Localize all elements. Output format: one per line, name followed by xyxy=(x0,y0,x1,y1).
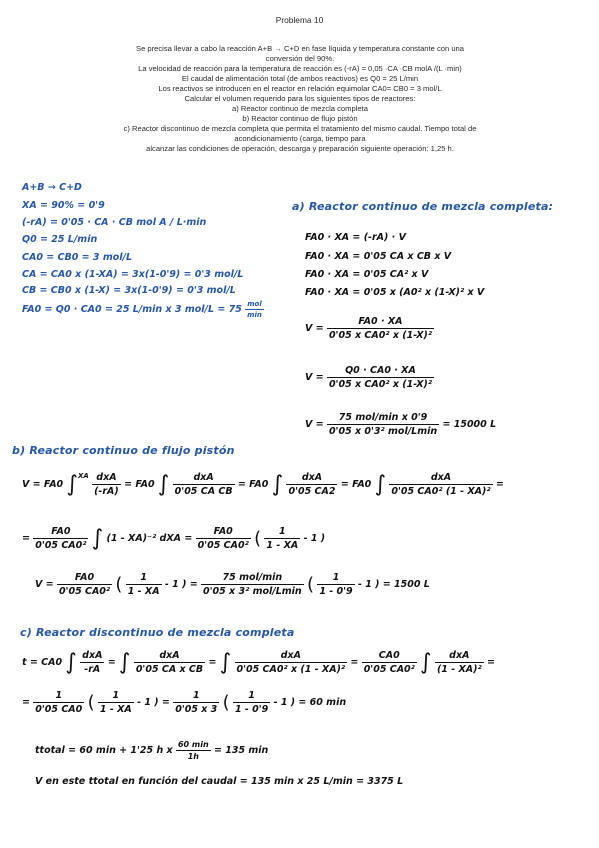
c2-frac4-num: 1 xyxy=(248,690,255,701)
b2-frac2-den: 0'05 CA0² xyxy=(197,540,249,551)
section-a-line: FA0 · XA = 0'05 CA² x V xyxy=(305,269,429,280)
b3-frac3-den: 0'05 x 3² mol/Lmin xyxy=(203,586,302,597)
v2-fraction xyxy=(327,365,434,390)
b3-frac1-num: FA0 xyxy=(74,572,95,583)
b1-eq: = xyxy=(124,479,133,490)
b2-eq: = xyxy=(22,533,30,544)
total-lhs: ttotal = 60 min + 1'25 h x xyxy=(35,745,173,756)
integral-sign: ∫ xyxy=(420,650,432,675)
b1-frac2 xyxy=(173,472,235,497)
c2-frac2 xyxy=(98,690,134,715)
b1-frac3-den: 0'05 CA2 xyxy=(288,486,336,497)
section-a-line: FA0 · XA = (-rA) · V xyxy=(305,232,406,243)
data-note: Q0 = 25 L/min xyxy=(22,234,98,245)
fa0-unit-den: min xyxy=(247,311,262,319)
statement-line: acondicionamiento (carga, tiempo para xyxy=(234,134,366,143)
b1-frac4-den: 0'05 CA0² (1 - XA)² xyxy=(391,486,491,497)
c2-frac1 xyxy=(33,690,84,715)
c1-lhs: t = CA0 xyxy=(22,657,63,668)
v3-num: 75 mol/min x 0'9 xyxy=(338,412,428,423)
section-c-line2 xyxy=(22,690,346,715)
data-note: A+B → C+D xyxy=(22,182,82,193)
data-note: CA0 = CB0 = 3 mol/L xyxy=(22,252,133,263)
c1-frac5-num: dxA xyxy=(449,650,470,661)
problem-statement xyxy=(90,44,510,154)
statement-line: Los reactivos se introducen en el reactor en relación equimolar CA0= CB0 = 3 mol/L xyxy=(158,84,442,93)
b1-frac3-num: dxA xyxy=(301,472,323,483)
b2-tail: - 1 ) xyxy=(303,533,326,544)
c1-frac2-num: dxA xyxy=(159,650,180,661)
data-note: XA = 90% = 0'9 xyxy=(22,200,105,211)
b1-frac2-den: 0'05 CA CB xyxy=(174,486,233,497)
c2-frac4 xyxy=(233,690,270,715)
c1-eq: = xyxy=(208,657,217,668)
data-note: CA = CA0 x (1-XA) = 3x(1-0'9) = 0'3 mol/L xyxy=(22,269,244,280)
section-b-line2 xyxy=(22,526,325,551)
section-c-total xyxy=(35,740,268,761)
v2-den: 0'05 x CA0² x (1-X)² xyxy=(328,379,433,390)
section-a-heading: a) Reactor continuo de mezcla completa: xyxy=(292,200,554,213)
open-paren: ( xyxy=(87,692,95,713)
b2-frac1-den: 0'05 CA0² xyxy=(35,540,87,551)
b3-frac1-den: 0'05 CA0² xyxy=(58,586,111,597)
b1-eq: = xyxy=(237,479,246,490)
v1-lhs: V = xyxy=(305,323,324,334)
integral-sign: ∫ xyxy=(157,472,170,497)
section-a-v1 xyxy=(305,316,434,341)
section-a-line: FA0 · XA = 0'05 CA x CB x V xyxy=(305,251,452,262)
c1-frac4 xyxy=(362,650,417,675)
c2-eq: = xyxy=(22,697,30,708)
b3-frac4-num: 1 xyxy=(332,572,340,583)
open-paren: ( xyxy=(307,574,315,595)
total-den: 1h xyxy=(176,750,211,761)
b1-eq: = xyxy=(340,479,349,490)
integral-sign: ∫ xyxy=(66,472,78,497)
b1-frac4-num: dxA xyxy=(430,472,452,483)
section-c-line1 xyxy=(22,650,495,675)
c2-frac1-num: 1 xyxy=(55,690,63,701)
v1-num: FA0 · XA xyxy=(358,316,403,327)
b2-body: (1 - XA)⁻² dXA = xyxy=(106,533,193,544)
b2-frac3 xyxy=(264,526,300,551)
statement-line: El caudal de alimentación total (de ambos reactivos) es Q0 = 25 L/min xyxy=(181,74,419,83)
b3-result: - 1 ) = 1500 L xyxy=(357,579,430,590)
statement-line: alcanzar las condiciones de operación, descarga y preparación siguiente operación: 1,25 h. xyxy=(146,144,454,153)
c1-eq: = xyxy=(350,657,359,668)
integral-sign: ∫ xyxy=(119,650,131,675)
c1-eq: = xyxy=(107,657,116,668)
v2-num: Q0 · CA0 · XA xyxy=(345,365,416,376)
b2-frac2-num: FA0 xyxy=(213,526,233,537)
c1-frac1-den: -rA xyxy=(80,662,104,675)
section-b-heading: b) Reactor continuo de flujo pistón xyxy=(12,444,235,457)
statement-line: conversión del 90%. xyxy=(265,54,335,63)
b2-frac3-num: 1 xyxy=(279,526,286,537)
v2-lhs: V = xyxy=(305,372,324,383)
section-c-final: V en este ttotal en función del caudal = 135 min x 25 L/min = 3375 L xyxy=(35,776,404,787)
b1-eq: = xyxy=(495,479,504,490)
fa0-expression: FA0 = Q0 · CA0 = 25 L/min x 3 mol/L = 75 xyxy=(22,304,242,315)
statement-line: Calcular el volumen requerido para los siguientes tipos de reactores: xyxy=(184,94,416,103)
section-a-line: FA0 · XA = 0'05 x (A0² x (1-X)² x V xyxy=(305,287,485,298)
c2-frac1-den: 0'05 CA0 xyxy=(35,704,83,715)
section-c-heading: c) Reactor discontinuo de mezcla completa xyxy=(20,626,295,639)
b3-frac2 xyxy=(126,572,162,597)
b3-frac4-den: 1 - 0'9 xyxy=(319,586,353,597)
statement-line: a) Reactor continuo de mezcla completa xyxy=(232,104,368,113)
integral-sign: ∫ xyxy=(91,526,104,551)
b3-frac1 xyxy=(57,572,112,597)
integral-sign: ∫ xyxy=(271,472,284,497)
v3-result: = 15000 L xyxy=(442,419,497,430)
b3-frac4 xyxy=(317,572,354,597)
c1-frac3-num: dxA xyxy=(280,650,301,661)
b1-fa0: FA0 xyxy=(249,479,269,490)
b1-fa0: FA0 xyxy=(135,479,155,490)
b3-frac3 xyxy=(201,572,304,597)
total-result: = 135 min xyxy=(214,745,269,756)
b2-frac3-den: 1 - XA xyxy=(266,540,299,551)
b2-frac2 xyxy=(196,526,251,551)
data-note xyxy=(22,300,264,319)
total-num: 60 min xyxy=(177,740,209,749)
section-a-v2 xyxy=(305,365,434,390)
fa0-unit xyxy=(245,300,264,319)
section-b-line1 xyxy=(22,472,504,497)
c1-frac5 xyxy=(435,650,484,675)
statement-line: c) Reactor discontinuo de mezcla completa que permita el tratamiento del mismo caudal. Tiempo total de xyxy=(123,124,477,133)
open-paren: ( xyxy=(222,692,230,713)
c1-frac4-num: CA0 xyxy=(378,650,400,661)
data-note: CB = CB0 x (1-X) = 3x(1-0'9) = 0'3 mol/L xyxy=(22,285,236,296)
total-fraction xyxy=(176,740,211,761)
open-paren: ( xyxy=(115,574,123,595)
statement-line: b) Reactor continuo de flujo pistón xyxy=(242,114,358,123)
section-a-v3 xyxy=(305,412,496,437)
b3-lhs: V = xyxy=(35,579,54,590)
c2-frac3-den: 0'05 x 3 xyxy=(175,704,218,715)
fa0-unit-num: mol xyxy=(247,300,262,308)
b3-frac2-den: 1 - XA xyxy=(127,586,160,597)
c1-frac1-num: dxA xyxy=(82,650,103,661)
c1-eq: = xyxy=(486,657,495,668)
b2-frac1-num: FA0 xyxy=(51,526,71,537)
c1-frac2 xyxy=(134,650,205,675)
c1-frac4-den: 0'05 CA0² xyxy=(363,664,415,675)
b3-mid: - 1 ) = xyxy=(164,579,198,590)
c1-frac3 xyxy=(235,650,348,675)
b2-frac1 xyxy=(33,526,88,551)
c2-frac3 xyxy=(173,690,219,715)
b3-frac2-num: 1 xyxy=(140,572,147,583)
v3-fraction xyxy=(327,412,439,437)
problem-title: Problema 10 xyxy=(275,15,324,25)
v3-den: 0'05 x 0'3² mol/Lmin xyxy=(328,426,438,437)
b1-frac4 xyxy=(389,472,492,497)
v1-den: 0'05 x CA0² x (1-X)² xyxy=(328,330,433,341)
c1-frac5-den: (1 - XA)² xyxy=(436,664,482,675)
data-note: (-rA) = 0'05 · CA · CB mol A / L·min xyxy=(22,217,207,228)
c2-frac4-den: 1 - 0'9 xyxy=(234,704,269,715)
c2-frac2-den: 1 - XA xyxy=(99,704,132,715)
b1-fa0: FA0 xyxy=(352,479,372,490)
v1-fraction xyxy=(327,316,434,341)
open-paren: ( xyxy=(254,528,262,549)
c2-result: - 1 ) = 60 min xyxy=(273,697,347,708)
b1-lhs: V = FA0 xyxy=(22,479,64,490)
integral-sign: ∫ xyxy=(65,650,77,675)
c2-eq: = xyxy=(161,697,170,708)
b1-frac1-num: dxA xyxy=(96,472,117,483)
c1-frac1 xyxy=(80,650,104,675)
integral-sign: ∫ xyxy=(374,472,387,497)
statement-line: La velocidad de reacción para la temperatura de reacción es (-rA) = 0,05 ·CA ·CB molA /(L ·min) xyxy=(138,64,462,73)
integral-upper-limit: XA xyxy=(77,472,89,480)
section-b-line3 xyxy=(35,572,430,597)
c2-frac3-num: 1 xyxy=(192,690,200,701)
b1-frac2-num: dxA xyxy=(193,472,214,483)
statement-line: Se precisa llevar a cabo la reacción A+B → C+D en fase líquida y temperatura constante con una xyxy=(136,44,464,53)
c2-frac2-num: 1 xyxy=(112,690,120,701)
c1-frac3-den: 0'05 CA0² x (1 - XA)² xyxy=(236,664,346,675)
v3-lhs: V = xyxy=(305,419,324,430)
b1-frac1 xyxy=(92,472,121,497)
integral-sign: ∫ xyxy=(219,650,232,675)
c1-frac2-den: 0'05 CA x CB xyxy=(135,664,204,675)
b1-frac3 xyxy=(286,472,337,497)
b3-frac3-num: 75 mol/min xyxy=(222,572,283,583)
c2-mid: - 1 ) xyxy=(137,697,159,708)
b1-frac1-den: (-rA) xyxy=(94,486,119,497)
